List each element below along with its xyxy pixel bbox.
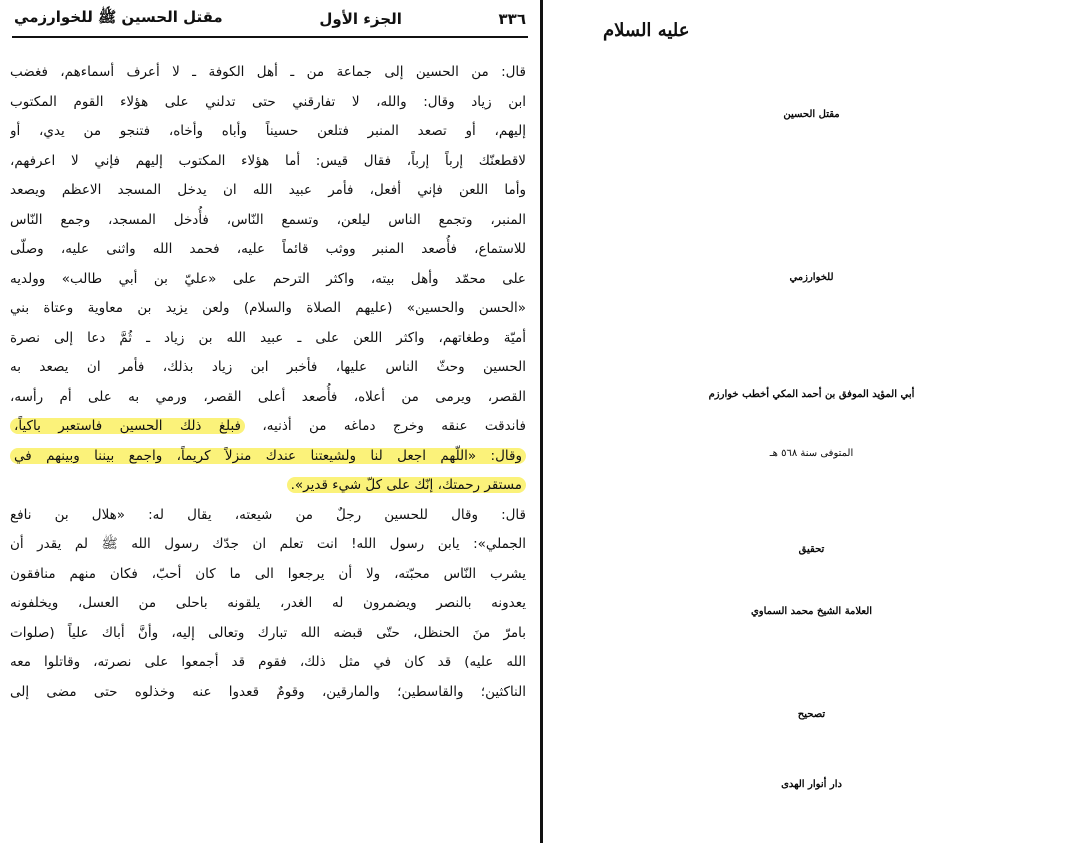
text-line: [10, 619, 526, 649]
text-line-content: قال: وقال للحسين رجلٌ من شيعته، يقال له: «هلال بن نافع: [10, 506, 526, 523]
text-line: [10, 678, 526, 708]
editing-label: تحقيق: [798, 544, 825, 555]
text-line: [10, 294, 526, 324]
text-line: [10, 442, 526, 472]
text-line: [10, 383, 526, 413]
correction-label: تصحيح: [797, 709, 826, 720]
text-line-content: قال: من الحسين إلى جماعة من ـ أهل الكوفة ـ لا أعرف أسماءهم، فغضب: [10, 64, 526, 80]
author-name: أبي المؤيد الموفق بن أحمد المكي أخطب خوارزم: [708, 389, 915, 400]
text-line-content: الجملي»: يابن رسول الله! انت تعلم ان جدّك رسول الله ﷺ لم يقدر أن: [10, 536, 526, 552]
text-line-content: أميّة وطغاتهم، واكثر اللعن على ـ عبيد الله بن زياد ـ ثُمَّ دعا إلى نصرة: [10, 329, 526, 346]
text-line: [10, 589, 526, 619]
text-line-content: على محمّد وأهل بيته، واكثر الترحم على «عليّ بن أبي طالب» وولديه: [10, 270, 526, 287]
text-line: [10, 648, 526, 678]
text-line: [10, 176, 526, 206]
text-line: [10, 560, 526, 590]
book-subtitle: للخوارزمي: [789, 272, 834, 283]
editor-name: العلامة الشيخ محمد السماوي: [750, 606, 873, 617]
text-line-content: الناكثين؛ والقاسطين؛ والمارقين، وقومٌ قعدوا عنه وخذلوه حتى مضى إلى: [10, 683, 526, 700]
text-line-content: لاقطعنّك إرباً إرباً، فقال قيس: أما هؤلاء المكتوب إليهم فإني لا اعرفهم،: [10, 152, 526, 169]
text-line-content: «الحسن والحسين» (عليهم الصلاة والسلام) ولعن يزيد بن معاوية وعتاة بني: [10, 300, 526, 316]
text-line: [10, 412, 526, 442]
text-line: [10, 117, 526, 147]
text-line-content: وأما اللعن فإني أفعل، فأمر عبيد الله ان يدخل المسجد الاعظم ويصعد: [10, 182, 526, 198]
text-line: [10, 235, 526, 265]
text-line-content: يشرب النّاس محبّته، ولا أن يرجعوا الى ما كان أحبّ، فكان منهم منافقون: [10, 565, 526, 582]
highlighted-text: مستقر رحمتك، إنّك على كلّ شيء قدير».: [287, 477, 526, 493]
text-line-content: إليهم، أو تصعد المنبر فتلعن حسيناً وأباه وأخاه، فتنجو من يدي، أو: [10, 123, 526, 139]
text-line: [10, 471, 526, 501]
text-line-content: القصر، ويرمى من أعلاه، فأُصعد أعلى القصر، ورمي به على أم رأسه،: [10, 388, 526, 405]
text-line: [10, 265, 526, 295]
text-line-content: المنبر، وتجمع الناس ليلعن، وتسمع النّاس، فأُدخل المسجد، وجمع النّاس: [10, 211, 526, 228]
header-rule: [12, 36, 528, 38]
text-line: [10, 206, 526, 236]
title-page: [543, 0, 1080, 843]
text-line: [10, 324, 526, 354]
title-honorific: عليه السلام: [603, 20, 690, 41]
text-line: [10, 58, 526, 88]
text-line-content: ابن زياد وقال: والله، لا تفارقني حتى تدلني على هؤلاء القوم المكتوب: [10, 93, 526, 110]
body-text: [10, 58, 526, 707]
text-line-content: فاندقت عنقه وخرج دماغه من أذنيه،: [262, 418, 526, 434]
text-line: [10, 530, 526, 560]
page-header: [14, 4, 526, 34]
text-line: [10, 353, 526, 383]
publisher-name: دار أنوار الهدى: [781, 779, 842, 790]
book-title: مقتل الحسين: [783, 109, 840, 120]
text-line-content: الله عليه) قد كان في مثل ذلك، فقوم قد أجمعوا على نصرته، وقاتلوا معه: [10, 654, 526, 670]
text-line-content: بامرّ منَ الحنظل، حتّى قبضه الله تبارك وتعالى إليه، وأنَّ أباك علياً (صلوات: [10, 624, 526, 641]
highlighted-text: فبلغ ذلك الحسين فاستعبر باكياً،: [10, 418, 245, 434]
text-line: [10, 147, 526, 177]
death-year: المتوفى سنة ٥٦٨ هـ: [769, 448, 854, 459]
text-line-content: يعدونه بالنصر ويضمرون له الغدر، يلقونه باحلى من العسل، ويخلفونه: [10, 595, 526, 611]
text-line: [10, 88, 526, 118]
text-line-content: للاستماع، فأُصعد المنبر ووثب قائماً عليه، فحمد الله واثنى عليه، وصلّى: [10, 241, 526, 257]
page-number: ٣٣٦: [498, 10, 526, 28]
text-line-content: الحسين وحثّ الناس عليها، فأخبر ابن زياد بذلك، فأمر ان يصعد به: [10, 359, 526, 375]
text-line: [10, 501, 526, 531]
header-part: الجزء الأول: [319, 10, 402, 28]
highlighted-text: وقال: «اللّهم اجعل لنا ولشيعتنا عندك منزلاً كريماً، واجمع بيننا وبينهم في: [10, 448, 526, 464]
header-book-title: مقتل الحسين ﷺ للخوارزمي: [14, 8, 223, 26]
